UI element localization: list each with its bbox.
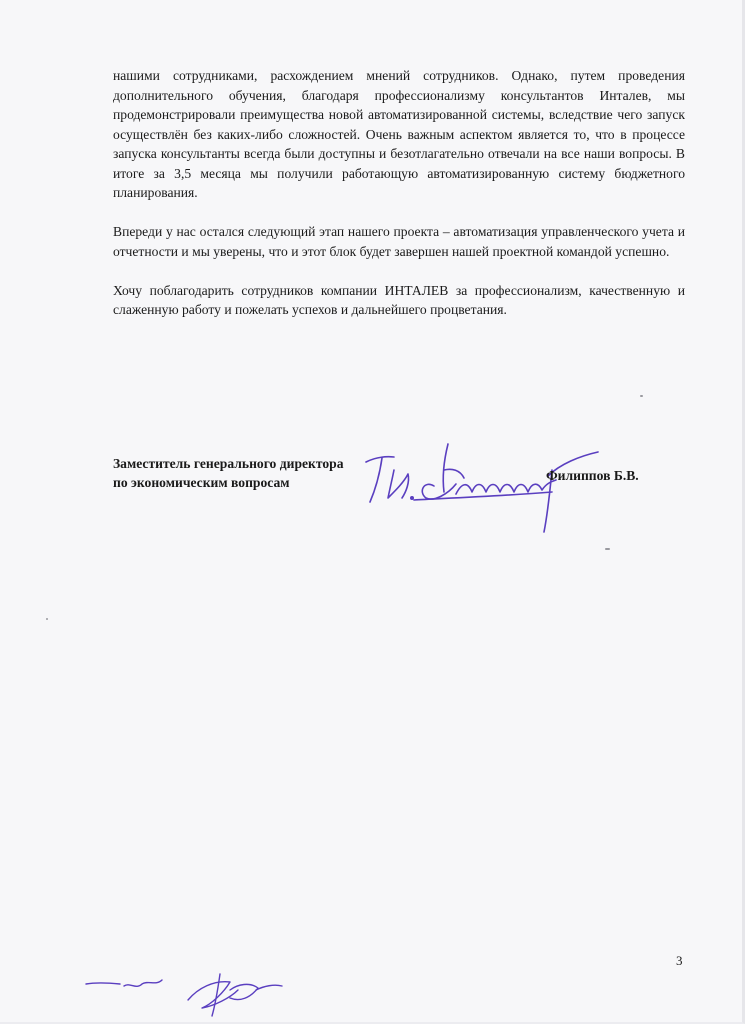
scan-speck	[640, 395, 643, 397]
scan-speck	[605, 548, 610, 550]
paragraph-3: Хочу поблагодарить сотрудников компании ИНТАЛЕВ за профессионализм, качественную и слаженную работу и пожелать успехов и дальнейшего процветания.	[113, 282, 685, 317]
page-number: 3	[676, 953, 683, 968]
scan-speck	[46, 618, 48, 620]
signatory-role-line-2: по экономическим вопросам	[113, 475, 290, 490]
signatory-name: Филиппов Б.В.	[546, 468, 639, 483]
signatory-role	[113, 454, 373, 492]
paragraph-2: Впереди у нас остался следующий этап нашего проекта – автоматизация управленческого учета и отчетности и мы уверены, что и этот блок будет завершен нашей проектной командой успешно.	[113, 224, 685, 259]
letter-body	[113, 66, 685, 339]
handwritten-initials	[80, 968, 290, 1020]
handwritten-signature	[352, 440, 602, 540]
signatory-role-line-1: Заместитель генерального директора	[113, 456, 344, 471]
paragraph-1: нашими сотрудниками, расхождением мнений сотрудников. Однако, путем проведения дополнительного обучения, благодаря профессионализму консультантов Инталев, мы продемонстрировали преимущества новой автоматизированной системы, вследствие чего запуск осуществлён без каких-либо сложностей. Очень важным аспектом является то, что в процессе запуска консультанты всегда были доступны и безотлагательно отвечали на все наши вопросы. В итоге за 3,5 месяца мы получили работающую автоматизированную систему бюджетного планирования.	[113, 68, 685, 200]
